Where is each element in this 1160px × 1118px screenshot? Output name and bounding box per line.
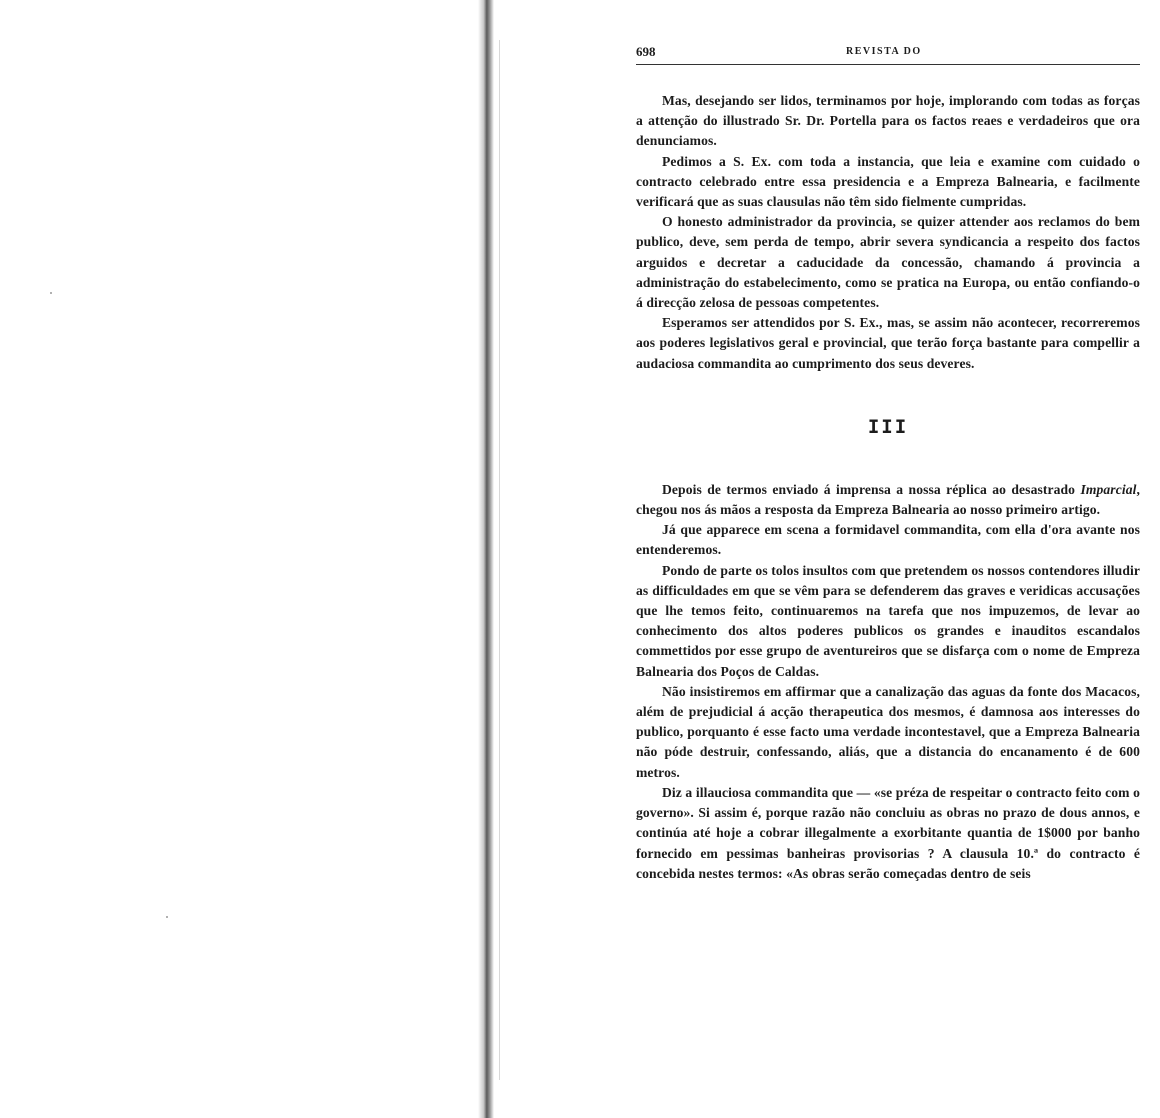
paragraph-text: Depois de termos enviado á imprensa a nossa réplica ao desastrado: [662, 481, 1081, 497]
paragraph: Diz a illauciosa commandita que — «se préza de respeitar o contracto feito com o governo». Si assim é, porque razão não concluiu as obras no prazo de dous annos, e continúa até hoje a cobrar illegalmente a exorbitante quantia de 1$000 por banho fornecido em pessimas banheiras provisorias ? A clausula 10.ª do contracto é concebida nestes termos: «As obras serão começadas dentro de seis: [636, 784, 1140, 881]
newspaper-title: Imparcial: [1080, 481, 1137, 497]
paragraph: [636, 480, 1140, 520]
paragraph-text: , chegou nos ás mãos a resposta da Empreza Balnearia ao nosso primeiro artigo.: [636, 481, 1140, 518]
paper-speck: [166, 916, 168, 918]
paper-speck: [50, 292, 52, 294]
paragraph: Não insistiremos em affirmar que a canalização das aguas da fonte dos Macacos, além de prejudicial á acção therapeutica dos mesmos, é damnosa aos interesses do publico, porquanto é esse facto uma verdade incontestavel, que a Empreza Balnearia não póde destruir, confessando, aliás, que a distancia do encanamento é de 600 metros.: [636, 683, 1140, 780]
paragraph: Pondo de parte os tolos insultos com que pretendem os nossos contendores illudir as difficuldades em que se vêm para se defenderem das graves e veridicas accusações que lhe temos feito, continuaremos na tarefa que nos impuzemos, de levar ao conhecimento dos altos poderes publicos os grandes e inauditos escandalos commettidos por esse grupo de aventureiros que se disfarça com o nome de Empreza Balnearia dos Poços de Caldas.: [636, 562, 1140, 679]
page-number: 698: [636, 44, 656, 59]
journal-title: REVISTA DO: [846, 46, 922, 57]
paragraph: Mas, desejando ser lidos, terminamos por hoje, implorando com todas as forças a attenção do illustrado Sr. Dr. Portella para os factos reaes e verdadeiros que ora denunciamos.: [636, 93, 1140, 149]
paragraph: O honesto administrador da provincia, se quizer attender aos reclamos do bem publico, deve, sem perda de tempo, abrir severa syndicancia a respeito dos factos arguidos e decretar a caducidade da concessão, chamando á provincia a administração do estabelecimento, como se pratica na Europa, ou então confiando-o á direcção zelosa de pessoas competentes.: [636, 214, 1140, 311]
section-heading: III: [867, 415, 909, 438]
right-page: [636, 42, 1140, 884]
left-page-blank: [0, 0, 482, 1118]
book-gutter: [478, 0, 494, 1118]
section-2-body: [636, 480, 1140, 884]
running-head: [636, 42, 1140, 65]
gutter-shadow-line: [499, 40, 500, 1080]
section-1-body: [636, 91, 1140, 374]
paragraph: Pedimos a S. Ex. com toda a instancia, que leia e examine com cuidado o contracto celebrado entre essa presidencia e a Empreza Balnearia, e facilmente verificará que as suas clausulas não têm sido fielmente cumpridas.: [636, 153, 1140, 210]
paragraph: Já que apparece em scena a formidavel commandita, com ella d'ora avante nos entenderemos.: [636, 522, 1140, 558]
paragraph: Esperamos ser attendidos por S. Ex., mas, se assim não acontecer, recorreremos aos poderes legislativos geral e provincial, que terão força bastante para compellir a audaciosa commandita ao cumprimento dos seus deveres.: [636, 315, 1140, 371]
